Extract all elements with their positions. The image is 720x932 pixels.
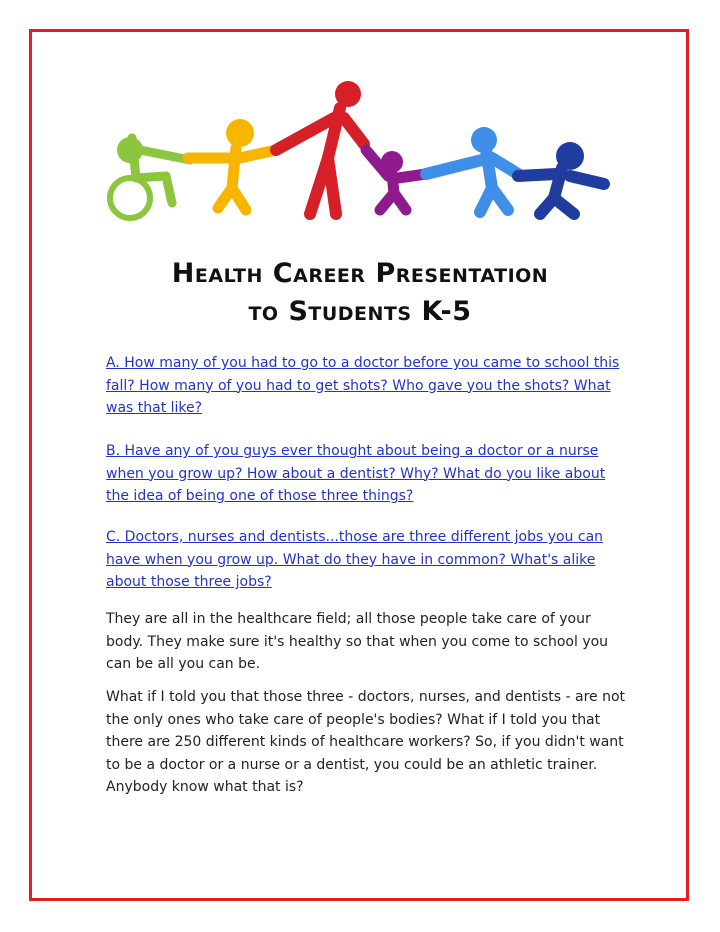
blue-figure-head: [471, 127, 497, 153]
people-holding-hands-illustration: [100, 78, 620, 228]
yellow-figure: [188, 148, 276, 210]
page-title-line-2: to Students K-5: [248, 296, 472, 327]
yellow-figure-head: [226, 119, 254, 147]
navy-figure: [518, 168, 604, 214]
question-b-link[interactable]: B. Have any of you guys ever thought about being a doctor or a nurse when you grow up? How about a dentist? Why? What do you like about the idea of being one of those three things?: [106, 443, 606, 504]
question-c-link[interactable]: C. Doctors, nurses and dentists...those are three different jobs you can have when you grow up. What do they have in common? What's alike about those three jobs?: [106, 529, 604, 590]
navy-figure-head: [556, 142, 584, 170]
page-title-line-1: Health Career Presentation: [171, 258, 549, 289]
blue-figure: [426, 150, 518, 212]
followup-paragraph: What if I told you that those three - doctors, nurses, and dentists - are not the only ones who take care of people's bodies? What if I told you that there are 250 different kinds of healthcare workers? So, if you didn't want to be a doctor or a nurse or a dentist, you could be an athletic trainer. Anybody know what that is?: [106, 689, 626, 795]
answer-paragraph: They are all in the healthcare field; all those people take care of your body. They make sure it's healthy so that when you come to school you can be all you can be.: [106, 611, 609, 672]
red-figure-head: [335, 81, 361, 107]
wheelchair-figure-head: [117, 137, 143, 163]
red-figure: [276, 108, 364, 214]
question-a-link[interactable]: A. How many of you had to go to a doctor before you came to school this fall? How many of you had to get shots? Who gave you the shots? What was that like?: [106, 355, 620, 416]
purple-figure-head: [381, 151, 403, 173]
